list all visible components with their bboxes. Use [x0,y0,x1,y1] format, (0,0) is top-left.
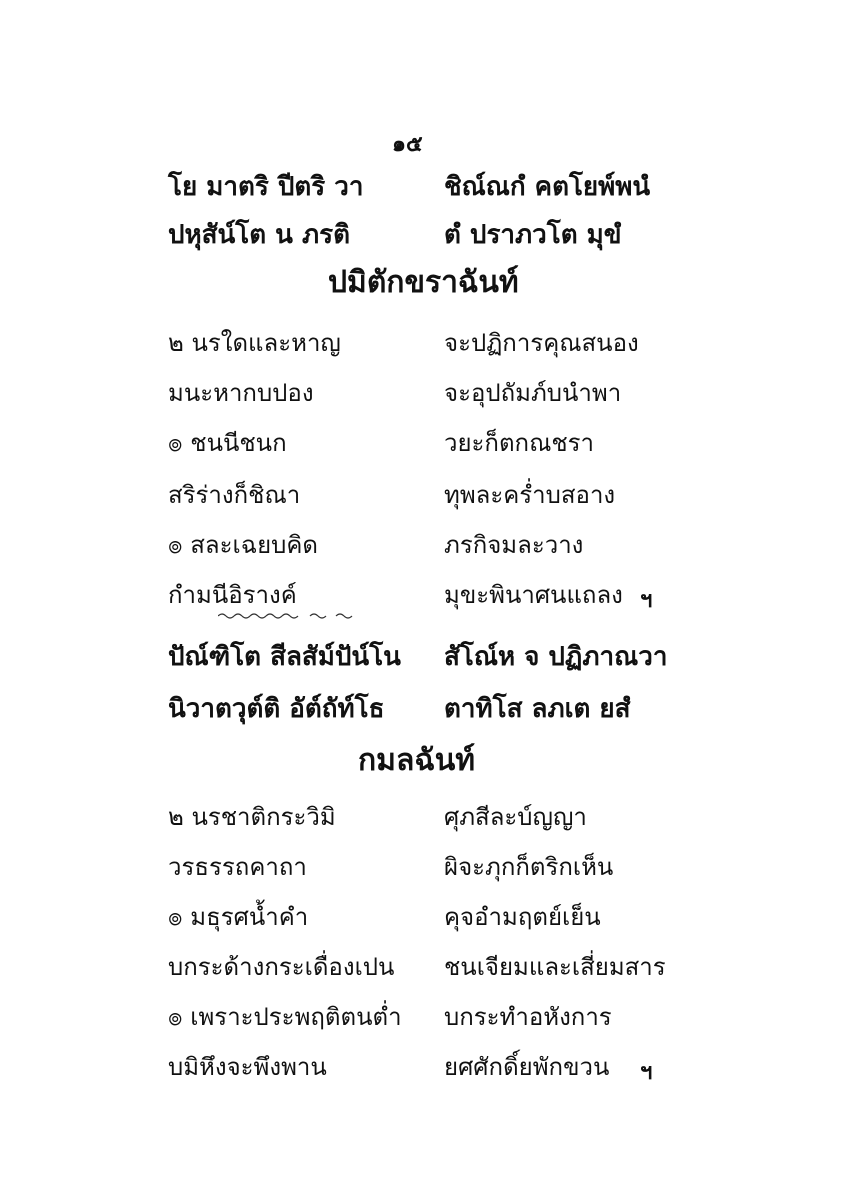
poem1-line2-left: มนะหากบปอง [168,379,314,407]
verse1-line1-right: ชิณ์ณกํ คตโยพ์พนํ [444,172,651,202]
poem2-line3-left: ๏ มธุรศน้ำคำ [168,903,309,931]
poem2-line2-left: วรธรรถคาถา [168,853,307,881]
poem1-line6-right: มุขะพินาศนแถลง [444,581,623,609]
verse2-line2-right: ตาทิโส ลภเต ยสํ [444,694,631,724]
verse2-line1-left: ปัณ์ฑิโต สีลสัม์ปัน์โน [168,642,401,672]
poem1-line5-right: ภรกิจมละวาง [444,531,584,559]
section-heading-1: ปมิตักขราฉันท์ [328,265,519,300]
poem2-end-mark: ฯ [640,1059,653,1085]
poem1-line3-right: วยะก็ตกณชรา [444,429,594,457]
poem1-end-mark: ฯ [640,587,653,613]
poem2-line1-right: ศุภสีละบ์ญญา [444,803,587,831]
poem2-line5-left: ๏ เพราะประพฤติตนต่ำ [168,1003,402,1031]
verse1-line1-left: โย มาตริ ปีตริ วา [168,172,364,202]
poem1-line5-left: ๏ สละเฉยบคิด [168,531,319,559]
poem2-line4-right: ชนเจียมและเสี่ยมสาร [444,953,666,981]
poem2-line6-right: ยศศักดิ์ยพักขวน [444,1053,610,1081]
poem1-line3-left: ๏ ชนนีชนก [168,429,287,457]
poem1-line4-left: สริร่างก็ชิณา [168,481,301,509]
poem2-line6-left: บมิหึงจะพึงพาน [168,1053,327,1081]
verse1-line2-left: ปหุสัน์โต น ภรติ [168,220,350,250]
verse1-line2-right: ตํ ปราภวโต มุขํ [444,220,622,250]
poem2-line4-left: บกระด้างกระเดื่องเปน [168,953,395,981]
poem2-line3-right: คุจอำมฤตย์เย็น [444,903,601,931]
verse2-line1-right: สัโณ์ห จ ปฏิภาณวา [444,642,668,672]
poem2-line5-right: บกระทำอหังการ [444,1003,612,1031]
poem2-line2-right: ผิจะภุกก็ตริกเห็น [444,853,614,881]
poem1-line1-right: จะปฏิการคุณสนอง [444,329,639,357]
verse2-line2-left: นิวาตวุต์ติ อัต์ถัท์โธ [168,694,385,724]
page-number: ๑๕ [392,131,423,157]
poem1-line6-left: กำมนีอิรางค์ [168,581,297,609]
section-heading-2: กมลฉันท์ [358,743,476,778]
decorative-divider [218,612,358,620]
poem1-line1-left: ๒ นรใดและหาญ [168,329,341,357]
poem2-line1-left: ๒ นรชาติกระวิมิ [168,803,336,831]
poem1-line2-right: จะอุปถัมภ์บนำพา [444,379,622,407]
poem1-line4-right: ทุพละคร่ำบสอาง [444,481,616,509]
